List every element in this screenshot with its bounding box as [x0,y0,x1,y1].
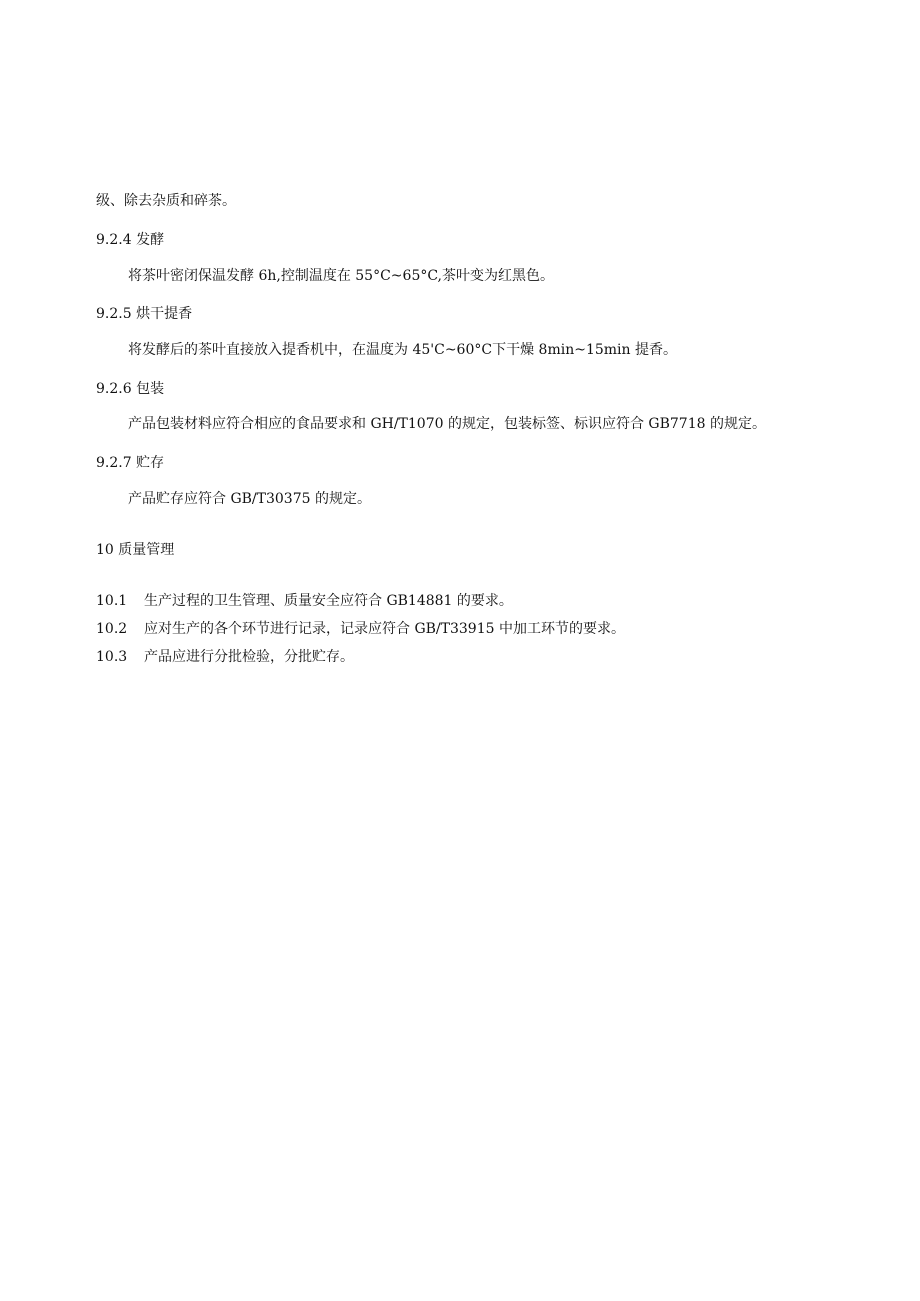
section-body-packaging: 产品包装材料应符合相应的食品要求和 GH/T1070 的规定，包装标签、标识应符合 GB7718 的规定。 [128,416,766,432]
clause-item [96,592,513,610]
clause-number: 10.3 [96,649,128,665]
clause-item [96,648,354,666]
section-body-storage: 产品贮存应符合 GB/T30375 的规定。 [128,491,371,507]
clause-text: 产品应进行分批检验，分批贮存。 [144,649,354,665]
clause-text: 生产过程的卫生管理、质量安全应符合 GB14881 的要求。 [144,593,513,609]
section-body-drying: 将发酵后的茶叶直接放入提香机中，在温度为 45'C~60°C下干燥 8min~15min 提香。 [128,342,677,358]
clause-number: 10.2 [96,621,128,637]
clause-item [96,620,625,638]
section-heading-storage: 9.2.7 贮存 [96,455,165,471]
chapter-title: 10 质量管理 [96,542,175,558]
clause-number: 10.1 [96,593,128,609]
section-heading-fermentation: 9.2.4 发酵 [96,232,165,248]
section-body-fermentation: 将茶叶密闭保温发酵 6h,控制温度在 55°C~65°C,茶叶变为红黑色。 [128,268,555,284]
clause-text: 应对生产的各个环节进行记录，记录应符合 GB/T33915 中加工环节的要求。 [144,621,625,637]
section-heading-drying: 9.2.5 烘干提香 [96,306,193,322]
section-heading-packaging: 9.2.6 包装 [96,381,165,397]
continuation-text: 级、除去杂质和碎茶。 [96,193,236,209]
